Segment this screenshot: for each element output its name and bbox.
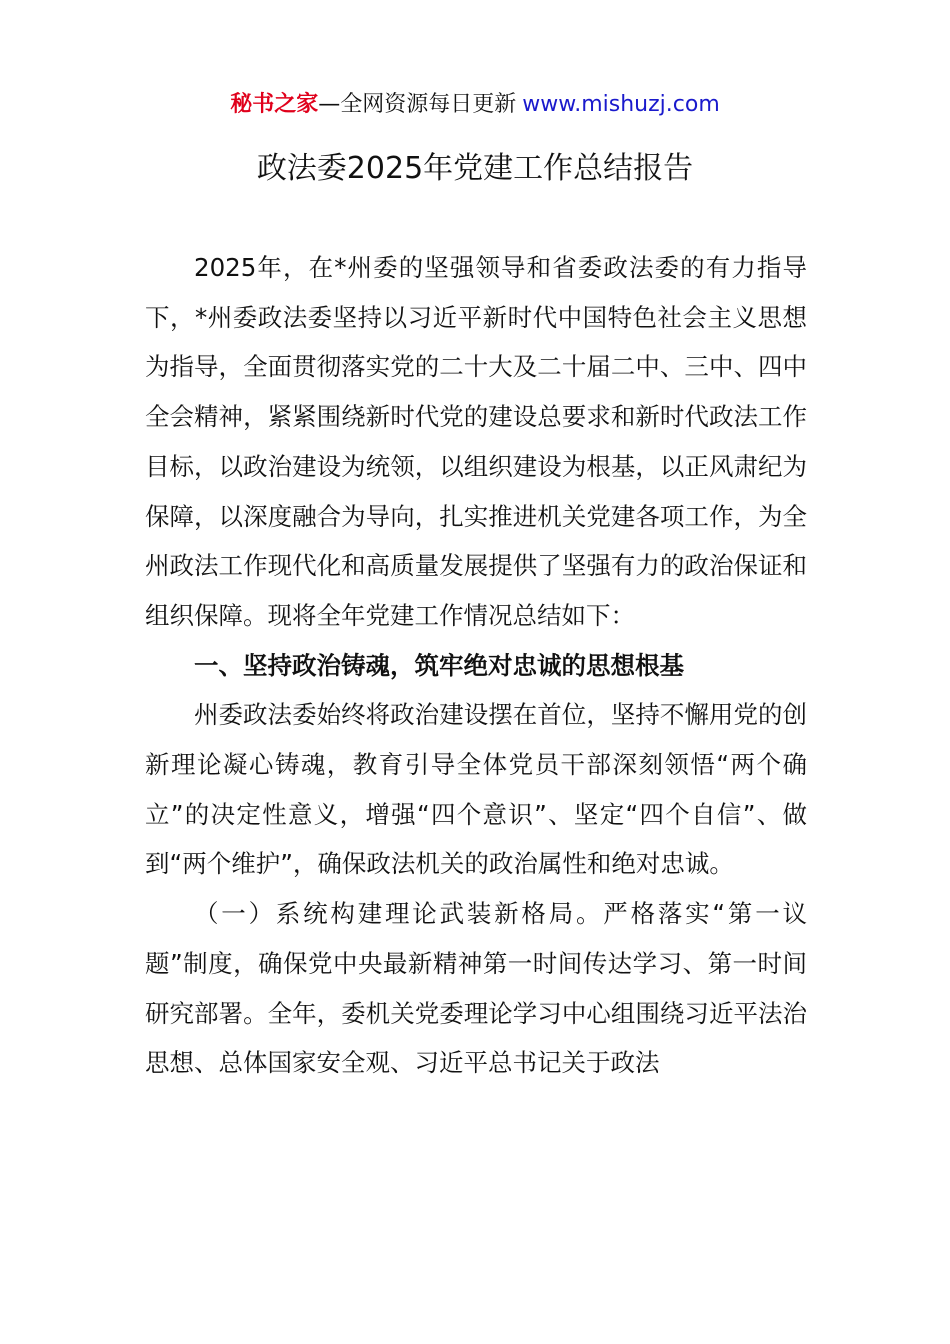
section-heading-1: 一、坚持政治铸魂，筑牢绝对忠诚的思想根基 (194, 650, 684, 680)
intro-paragraph: 2025年，在*州委的坚强领导和省委政法委的有力指导下，*州委政法委坚持以习近平新时代中国特色社会主义思想为指导，全面贯彻落实党的二十大及二十届二中、三中、四中全会精神，紧紧围绕新时代党的建设总要求和新时代政法工作目标，以政治建设为统领，以组织建设为根基，以正风肃纪为保障，以深度融合为导向，扎实推进机关党建各项工作，为全州政法工作现代化和高质量发展提供了坚强有力的政治保证和组织保障。现将全年党建工作情况总结如下： (145, 253, 807, 630)
brand-name[interactable]: 秘书之家 (230, 92, 319, 117)
document-body (145, 243, 807, 1088)
subsection-1-paragraph: （一）系统构建理论武装新格局。严格落实“第一议题”制度，确保党中央最新精神第一时间传达学习、第一时间研究部署。全年，委机关党委理论学习中心组围绕习近平法治思想、总体国家安全观、习近平总书记关于政法 (145, 899, 807, 1078)
site-tagline: —全网资源每日更新 (318, 92, 517, 117)
section-1-paragraph: 州委政法委始终将政治建设摆在首位，坚持不懈用党的创新理论凝心铸魂，教育引导全体党员干部深刻领悟“两个确立”的决定性意义，增强“四个意识”、坚定“四个自信”、做到“两个维护”，确保政法机关的政治属性和绝对忠诚。 (145, 700, 807, 879)
document-title: 政法委2025年党建工作总结报告 (256, 151, 694, 186)
site-url-link[interactable]: www.mishuzj.com (522, 92, 720, 117)
site-header (0, 88, 950, 122)
